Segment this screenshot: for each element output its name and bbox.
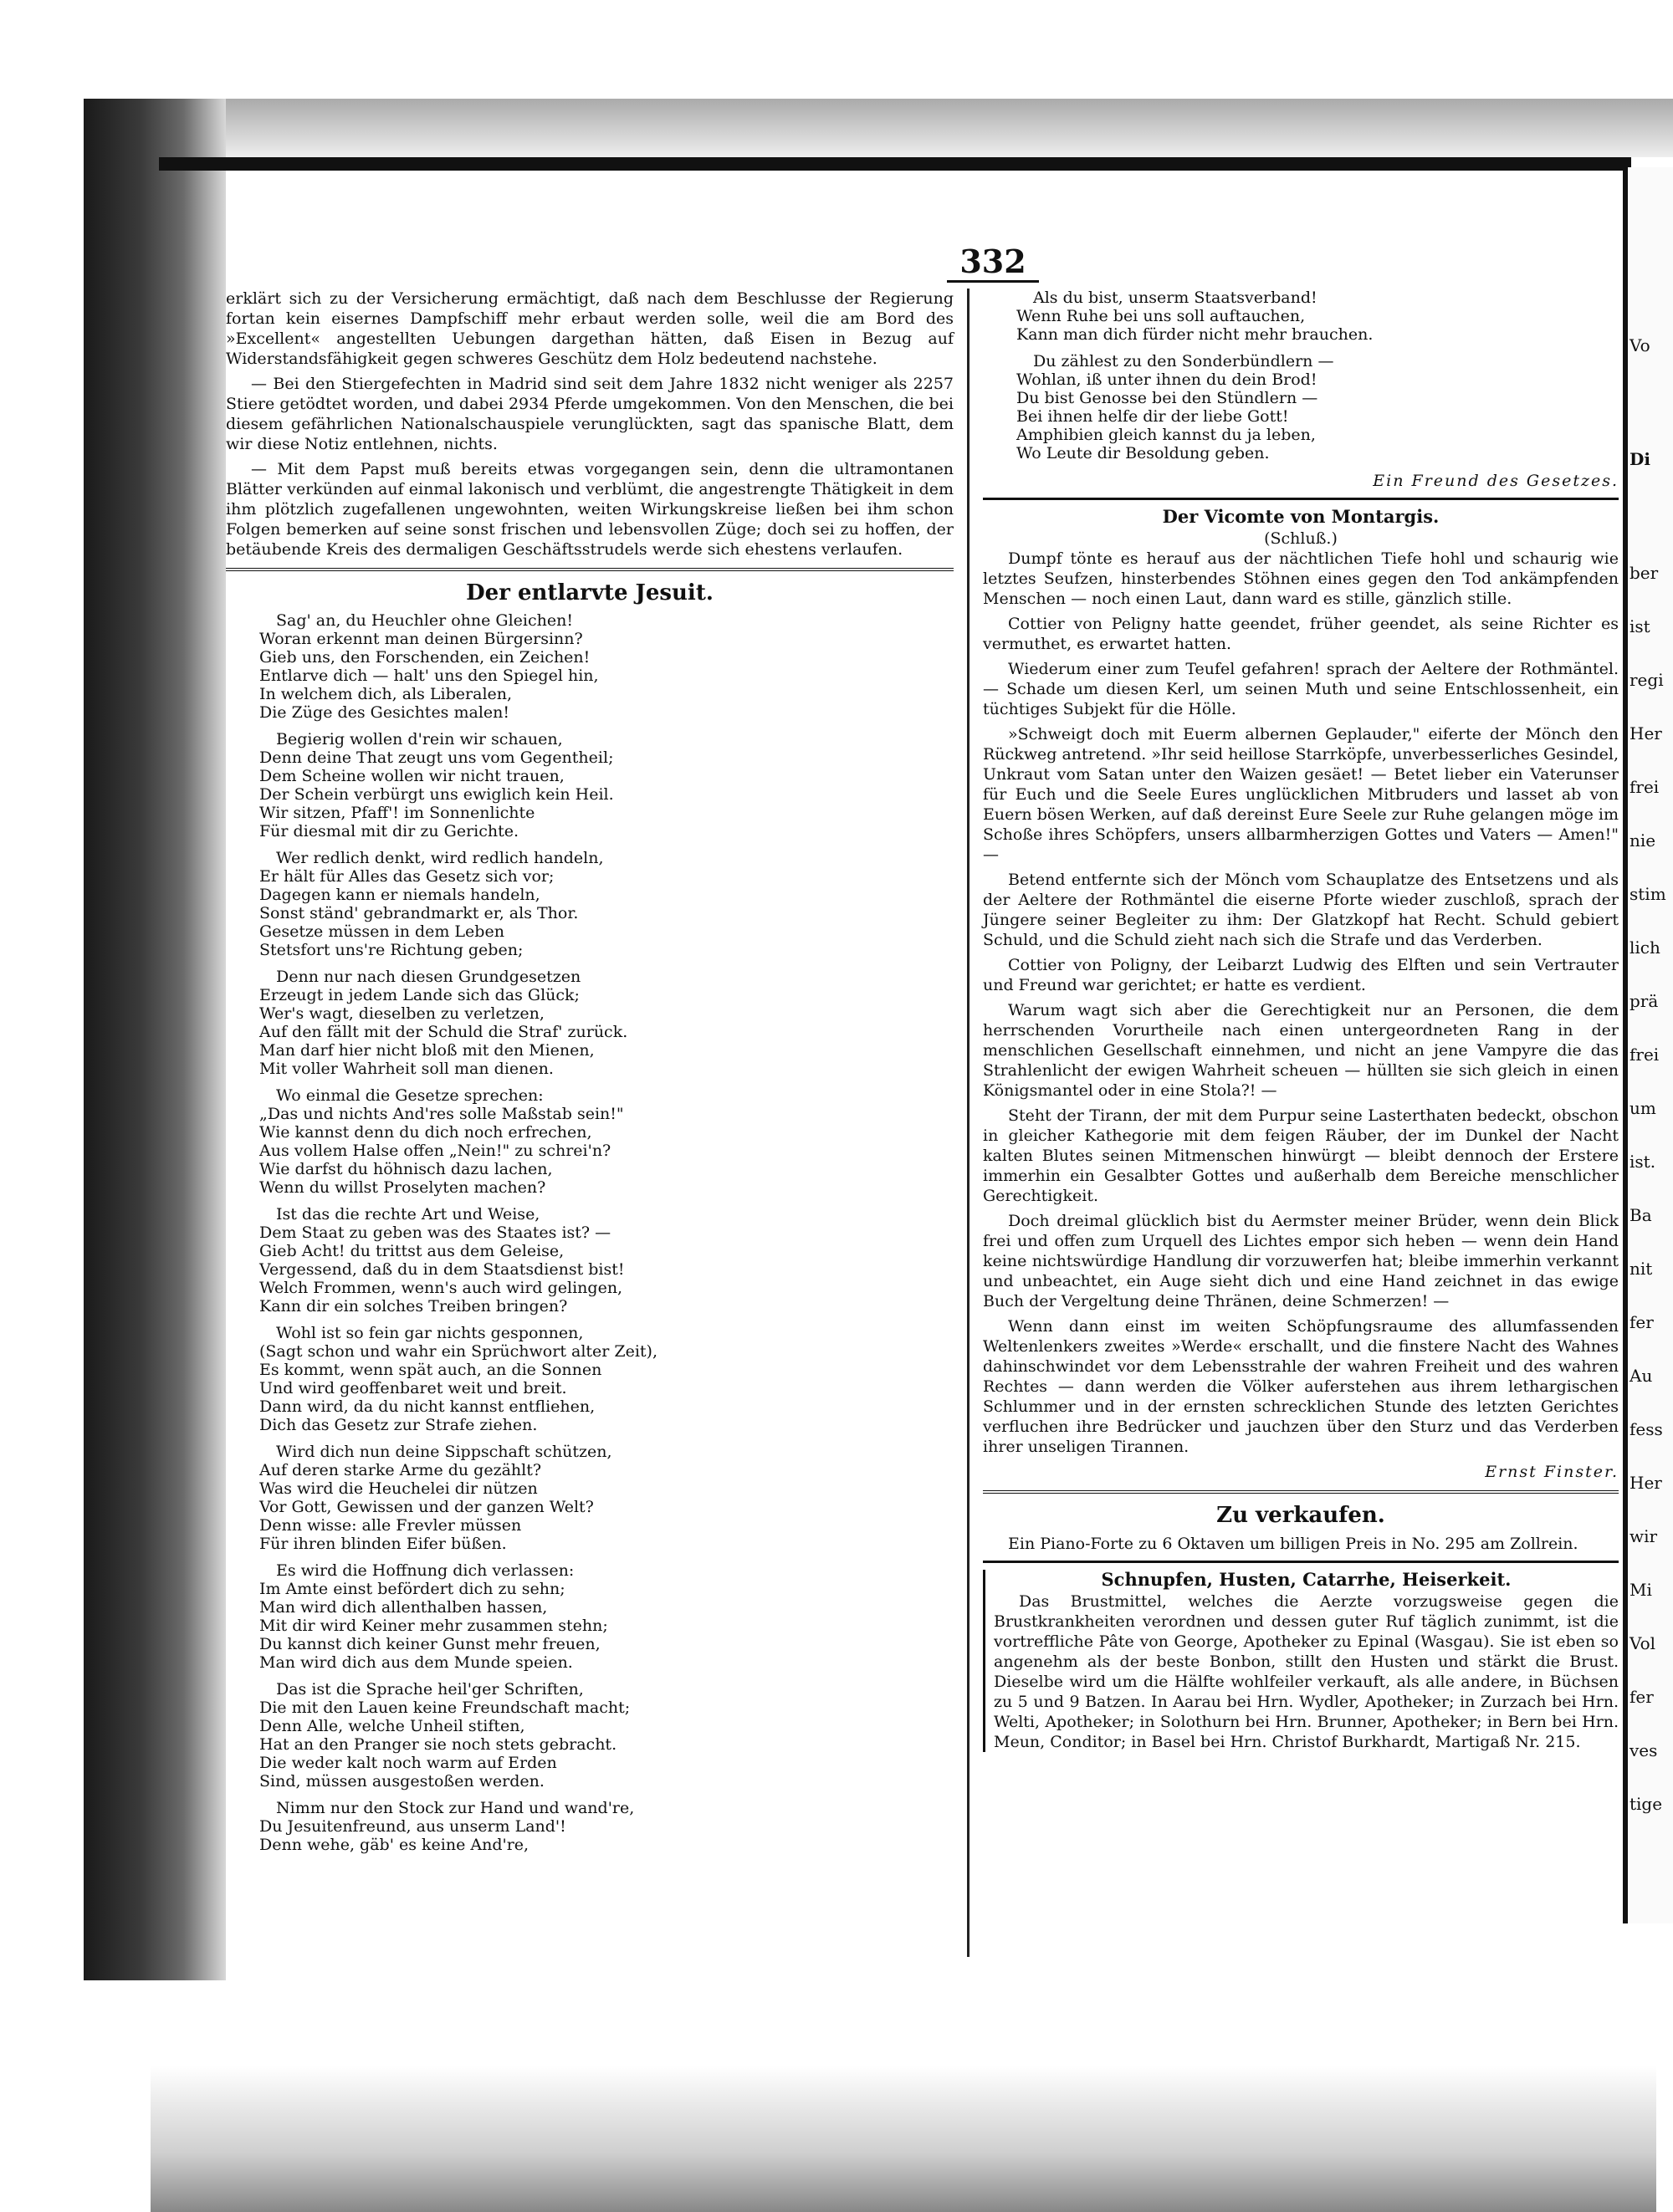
edge-fragment: Au xyxy=(1630,1366,1653,1386)
poem-line: Stetsfort uns're Richtung geben; xyxy=(259,941,524,959)
poem-line: Dann wird, da du nicht kannst entfliehen, xyxy=(259,1397,596,1416)
poem-line: Der Schein verbürgt uns ewiglich kein Heil. xyxy=(259,785,614,804)
poem-line: Dem Scheine wollen wir nicht trauen, xyxy=(259,767,565,785)
poem-stanza xyxy=(259,1561,954,1672)
edge-fragment: stim xyxy=(1630,884,1666,904)
edge-fragment: Her xyxy=(1630,1473,1662,1493)
poem-line: Gieb Acht! du trittst aus dem Geleise, xyxy=(259,1242,565,1260)
poem-line: Bei ihnen helfe dir der liebe Gott! xyxy=(1016,407,1289,426)
poem-line: Du Jesuitenfreund, aus unserm Land'! xyxy=(259,1817,566,1836)
edge-fragment: fer xyxy=(1630,1687,1654,1707)
edge-fragment: Her xyxy=(1630,723,1662,743)
advertisement xyxy=(983,1570,1619,1752)
poem-line: Ist das die rechte Art und Weise, xyxy=(276,1205,540,1223)
poem-line: Denn wisse: alle Frevler müssen xyxy=(259,1516,522,1535)
edge-fragment: ist xyxy=(1630,616,1650,636)
poem-line: Gieb uns, den Forschenden, ein Zeichen! xyxy=(259,648,591,667)
edge-fragment: nie xyxy=(1630,830,1656,851)
right-column xyxy=(983,289,1619,1757)
poem-line: Man wird dich aus dem Munde speien. xyxy=(259,1653,573,1672)
sale-title: Zu verkaufen. xyxy=(1216,1503,1385,1528)
poem-line: Auf den fällt mit der Schuld die Straf' zurück. xyxy=(259,1023,628,1041)
poem-line: Gesetze müssen in dem Leben xyxy=(259,922,504,941)
edge-fragment: ves xyxy=(1630,1740,1658,1760)
edge-fragment: Ba xyxy=(1630,1205,1652,1225)
poem-line: Er hält für Alles das Gesetz sich vor; xyxy=(259,867,555,886)
poem-line: Die Züge des Gesichtes malen! xyxy=(259,703,510,722)
story-paragraph: Steht der Tirann, der mit dem Purpur seine Lasterthaten bedeckt, obschon in gleicher Kathegorie mit dem feigen Räuber, der im Dunkel der Nacht kalten Blutes seinen Mitmenschen hinwürgt — bleibt dennoch der Erstere immerhin ein Gesalbter Gottes und außerhalb dem Bereiche menschlicher Gerechtigkeit. xyxy=(983,1106,1619,1205)
poem-line: Dem Staat zu geben was des Staates ist? — xyxy=(259,1223,611,1242)
edge-fragment: tige xyxy=(1630,1794,1663,1814)
adjacent-page-fragments xyxy=(1630,335,1670,1847)
poem-stanza xyxy=(259,968,954,1078)
edge-fragment: Mi xyxy=(1630,1580,1652,1600)
poem-line: „Das und nichts And'res solle Maßstab sein!" xyxy=(259,1105,624,1123)
poem-stanza xyxy=(259,730,954,840)
edge-fragment: Di xyxy=(1630,449,1650,469)
edge-fragment: regi xyxy=(1630,670,1664,690)
poem-line: Wohlan, iß unter ihnen du dein Brod! xyxy=(1016,370,1317,389)
news-paragraph: erklärt sich zu der Versicherung ermächtigt, daß nach dem Beschlusse der Regierung fortan kein eisernes Dampfschiff mehr erbaut werden solle, weil die am Bord des »Excellent« angestellten Uebungen dargethan hätten, daß Eisen in Bezug auf Widerstandsfähigkeit gegen schweres Geschütz dem Holz bedeutend nachstehe. xyxy=(226,289,954,368)
top-border-rule xyxy=(159,157,1631,171)
news-items xyxy=(226,289,954,559)
poem-line: Wo Leute dir Besoldung geben. xyxy=(1016,444,1270,462)
poem-line: Sag' an, du Heuchler ohne Gleichen! xyxy=(276,611,573,630)
edge-fragment: ist. xyxy=(1630,1152,1656,1172)
news-paragraph: — Bei den Stiergefechten in Madrid sind seit dem Jahre 1832 nicht weniger als 2257 Stiere getödtet worden, und dabei 2934 Pferde umgekommen. Von den Menschen, die bei diesem gefährlichen Nationalschauspiele verunglückten, sagt das spanische Blatt, dem wir diese Notiz entlehnen, nichts. xyxy=(226,375,954,453)
poem-signature: Ein Freund des Gesetzes. xyxy=(1373,472,1619,490)
ad-text: Das Brustmittel, welches die Aerzte vorzugsweise gegen die Brustkrankheiten verordnen und dessen guter Ruf täglich zunimmt, ist die vortreffliche Pâte von George, Apotheker zu Epinal (Wasgau). Sie ist eben so angenehm als der beste Bonbon, stillt den Husten und stärkt die Brust. Dieselbe wird um die Hälfte wohlfeiler verkauft, als alle andere, in Büchsen zu 5 und 9 Batzen. In Aarau bei Hrn. Wydler, Apotheker; in Zurzach bei Hrn. Welti, Apotheker; in Solothurn bei Hrn. Brunner, Apotheker; in Bern bei Hrn. Meun, Conditor; in Basel bei Hrn. Christof Burkhardt, Martigaß Nr. 215. xyxy=(994,1592,1619,1751)
page-number: 332 xyxy=(947,243,1039,283)
poem-continuation xyxy=(1016,289,1619,344)
poem-stanza xyxy=(259,1324,954,1434)
poem-body xyxy=(226,611,954,1854)
section-divider xyxy=(983,1561,1619,1563)
poem-line: Denn Alle, welche Unheil stiften, xyxy=(259,1717,525,1735)
poem-line: Kann man dich fürder nicht mehr brauchen. xyxy=(1016,325,1374,344)
poem-line: Wir sitzen, Pfaff'! im Sonnenlichte xyxy=(259,804,535,822)
poem-line: Denn wehe, gäb' es keine And're, xyxy=(259,1836,530,1854)
poem-line: Amphibien gleich kannst du ja leben, xyxy=(1016,426,1316,444)
section-divider xyxy=(983,1490,1619,1497)
poem-line: Man wird dich allenthalben hassen, xyxy=(259,1598,548,1617)
poem-line: Wohl ist so fein gar nichts gesponnen, xyxy=(276,1324,584,1342)
edge-fragment: lich xyxy=(1630,937,1660,958)
poem-line: Entlarve dich — halt' uns den Spiegel hin, xyxy=(259,667,599,685)
poem-stanza xyxy=(259,1086,954,1197)
page-top-margin xyxy=(84,99,1673,157)
story-paragraph: Dumpf tönte es herauf aus der nächtlichen Tiefe hohl und schaurig wie letztes Seufzen, hinsterbendes Stöhnen eines gegen den Tod ankämpfenden Menschen — noch einen Laut, dann ward es stille, gänzlich stille. xyxy=(983,549,1619,608)
story-paragraph: Wenn dann einst im weiten Schöpfungsraume des allumfassenden Weltenlenkers zweites »Werde« erschallt, und die finstere Nacht des Wahnes dahinschwindet vor dem Lebensstrahle der wahren Freiheit und des wahren Rechtes — dann werden die Völker auferstehen aus ihrem lethargischen Schlummer und in der ernsten schrecklichen Stunde des letzten Gerichtes verfluchen ihre Bedrücker und jauchzen über den Sturz und das Verderben ihrer unseligen Tirannen. xyxy=(983,1317,1619,1456)
edge-fragment: frei xyxy=(1630,1045,1660,1065)
story-paragraph: Warum wagt sich aber die Gerechtigkeit nur an Personen, die dem herrschenden Vorurtheile nach einen untergeordneten Rang in der menschlichen Gesellschaft einnehmen, und nicht an jene Vampyre die das Strahlenlicht der ewigen Wahrheit scheuen — hüllten sie sich gleich in einen Königsmantel oder in eine Stola?! — xyxy=(983,1001,1619,1100)
poem-line: Im Amte einst befördert dich zu sehn; xyxy=(259,1580,565,1598)
story-paragraph: »Schweigt doch mit Euerm albernen Geplauder," eiferte der Mönch den Rückweg antretend. »Ihr seid heillose Starrköpfe, unverbesserliches Gesindel, Unkraut vom Satan unter den Waizen gesäet! — Betet lieber ein Vaterunser für Euch und die Seele Eures unglücklichen Mitbruders und lasset ab von Euern bösen Werken, auf daß dereinst Eure Seele zur Ruhe gelangen möge im Schoße ihres Schöpfers, unsers allbarmherzigen Gottes und Vaters — Amen!" — xyxy=(983,725,1619,864)
poem-final-stanza xyxy=(1016,352,1619,462)
poem-line: Aus vollem Halse offen „Nein!" zu schrei'n? xyxy=(259,1142,611,1160)
poem-stanza xyxy=(259,1443,954,1553)
story-subtitle: (Schluß.) xyxy=(1264,529,1338,548)
poem-line: Und wird geoffenbaret weit und breit. xyxy=(259,1379,567,1397)
poem-line: Vergessend, daß du in dem Staatsdienst bist! xyxy=(259,1260,625,1279)
poem-title: Der entlarvte Jesuit. xyxy=(466,580,714,605)
edge-fragment: nit xyxy=(1630,1259,1653,1279)
poem-stanza xyxy=(259,849,954,959)
edge-fragment: um xyxy=(1630,1098,1656,1118)
poem-line: Es wird die Hoffnung dich verlassen: xyxy=(276,1561,575,1580)
poem-line: Sind, müssen ausgestoßen werden. xyxy=(259,1772,545,1791)
poem-line: Als du bist, unserm Staatsverband! xyxy=(1033,289,1317,307)
poem-line: Die mit den Lauen keine Freundschaft macht; xyxy=(259,1699,631,1717)
poem-line: Begierig wollen d'rein wir schauen, xyxy=(276,730,563,748)
poem-line: Wer's wagt, dieselben zu verletzen, xyxy=(259,1004,545,1023)
left-column xyxy=(226,289,954,1862)
poem-line: Die weder kalt noch warm auf Erden xyxy=(259,1754,557,1772)
poem-line: Dich das Gesetz zur Strafe ziehen. xyxy=(259,1416,538,1434)
poem-stanza xyxy=(259,611,954,722)
edge-fragment: wir xyxy=(1630,1526,1658,1546)
poem-line: Sonst ständ' gebrandmarkt er, als Thor. xyxy=(259,904,579,922)
column-divider xyxy=(967,289,970,1957)
poem-line: In welchem dich, als Liberalen, xyxy=(259,685,513,703)
story-paragraph: Doch dreimal glücklich bist du Aermster meiner Brüder, wenn dein Blick frei und offen zum Urquell des Lichtes empor sich heben — wenn dein Hand keine nichtswürdige Handlung dir vorzuwerfen hat; bleibe immerhin verkannt und unbeachtet, ein Auge sieht dich und eine Hand zeichnet in das ewige Buch der Vergeltung deine Thränen, deine Schmerzen! — xyxy=(983,1212,1619,1310)
poem-line: Wird dich nun deine Sippschaft schützen, xyxy=(276,1443,612,1461)
poem-line: Für ihren blinden Eifer büßen. xyxy=(259,1535,507,1553)
poem-line: Welch Frommen, wenn's auch wird gelingen, xyxy=(259,1279,623,1297)
poem-line: Denn nur nach diesen Grundgesetzen xyxy=(276,968,581,986)
poem-line: Hat an den Pranger sie noch stets gebracht. xyxy=(259,1735,617,1754)
page-bottom-margin xyxy=(151,2066,1656,2212)
poem-line: Du bist Genosse bei den Stündlern — xyxy=(1016,389,1318,407)
poem-line: Wenn Ruhe bei uns soll auftauchen, xyxy=(1016,307,1306,325)
poem-line: Dagegen kann er niemals handeln, xyxy=(259,886,540,904)
story-paragraph: Wiederum einer zum Teufel gefahren! sprach der Aeltere der Rothmäntel. — Schade um diesen Kerl, um seinen Muth und seine Entschlossenheit, ein tüchtiges Subjekt für die Hölle. xyxy=(983,660,1619,718)
poem-line: Wer redlich denkt, wird redlich handeln, xyxy=(276,849,604,867)
poem-line: Für diesmal mit dir zu Gerichte. xyxy=(259,822,519,840)
poem-line: Man darf hier nicht bloß mit den Mienen, xyxy=(259,1041,595,1060)
poem-stanza xyxy=(259,1680,954,1791)
story-paragraph: Cottier von Peligny hatte geendet, früher geendet, als seine Richter es vermuthet, es erwartet hatten. xyxy=(983,615,1619,653)
poem-line: Vor Gott, Gewissen und der ganzen Welt? xyxy=(259,1498,594,1516)
book-binding-shadow xyxy=(84,99,226,1980)
poem-line: Wie darfst du höhnisch dazu lachen, xyxy=(259,1160,553,1178)
story-paragraph: Cottier von Poligny, der Leibarzt Ludwig des Elften und sein Vertrauter und Freund war gerichtet; er hatte es verdient. xyxy=(983,956,1619,994)
poem-line: Wie kannst denn du dich noch erfrechen, xyxy=(259,1123,592,1142)
ad-title: Schnupfen, Husten, Catarrhe, Heiserkeit. xyxy=(1101,1569,1512,1590)
poem-line: Denn deine That zeugt uns vom Gegentheil; xyxy=(259,748,614,767)
news-paragraph: — Mit dem Papst muß bereits etwas vorgegangen sein, denn die ultramontanen Blätter verkünden auf einmal lakonisch und verblümt, die angestrengte Thätigkeit in dem ihm plötzlich zugefallenen ungewohnten, weiten Wirkungskreise ließen bei ihm schon Folgen bemerken auf seine sonst frischen und lebensvollen Züge; doch sei zu hoffen, der betäubende Kreis des dermaligen Geschäftsstrudels werde sich ehestens verlaufen. xyxy=(226,460,954,559)
newspaper-page xyxy=(226,171,1623,2061)
section-divider xyxy=(983,498,1619,500)
sale-text: Ein Piano-Forte zu 6 Oktaven um billigen Preis in No. 295 am Zollrein. xyxy=(1008,1535,1578,1553)
edge-fragment: fess xyxy=(1630,1419,1663,1439)
poem-line: Mit dir wird Keiner mehr zusammen stehn; xyxy=(259,1617,608,1635)
edge-fragment: Vo xyxy=(1630,335,1650,355)
poem-line: Das ist die Sprache heil'ger Schriften, xyxy=(276,1680,584,1699)
section-divider xyxy=(226,568,954,575)
poem-line: Mit voller Wahrheit soll man dienen. xyxy=(259,1060,554,1078)
poem-line: Es kommt, wenn spät auch, an die Sonnen xyxy=(259,1361,602,1379)
story-title: Der Vicomte von Montargis. xyxy=(1162,506,1440,527)
poem-line: Erzeugt in jedem Lande sich das Glück; xyxy=(259,986,580,1004)
story-paragraph: Betend entfernte sich der Mönch vom Schauplatze des Entsetzens und als der Aeltere der Rothmäntel die eiserne Pforte wieder zuschloß, sprach der Jüngere seiner Begleiter zu ihm: Der Glatzkopf hat Recht. Schuld gebiert Schuld, und die Schuld zieht nach sich die Strafe und das Verderben. xyxy=(983,871,1619,949)
poem-line: Wenn du willst Proselyten machen? xyxy=(259,1178,546,1197)
poem-line: Auf deren starke Arme du gezählt? xyxy=(259,1461,542,1479)
edge-fragment: fer xyxy=(1630,1312,1654,1332)
poem-line: Kann dir ein solches Treiben bringen? xyxy=(259,1297,568,1315)
poem-stanza xyxy=(259,1799,954,1854)
poem-line: Woran erkennt man deinen Bürgersinn? xyxy=(259,630,583,648)
poem-line: Nimm nur den Stock zur Hand und wand're, xyxy=(276,1799,635,1817)
poem-stanza xyxy=(259,1205,954,1315)
poem-line: Wo einmal die Gesetze sprechen: xyxy=(276,1086,544,1105)
edge-fragment: prä xyxy=(1630,991,1659,1011)
story-body xyxy=(983,549,1619,1457)
poem-line: Was wird die Heuchelei dir nützen xyxy=(259,1479,538,1498)
poem-line: Du zählest zu den Sonderbündlern — xyxy=(1033,352,1334,370)
edge-fragment: frei xyxy=(1630,777,1660,797)
story-signature: Ernst Finster. xyxy=(1485,1463,1619,1481)
edge-fragment: Vol xyxy=(1630,1633,1656,1653)
poem-line: (Sagt schon und wahr ein Sprüchwort alter Zeit), xyxy=(259,1342,658,1361)
poem-line: Du kannst dich keiner Gunst mehr freuen, xyxy=(259,1635,601,1653)
edge-fragment: ber xyxy=(1630,563,1659,583)
